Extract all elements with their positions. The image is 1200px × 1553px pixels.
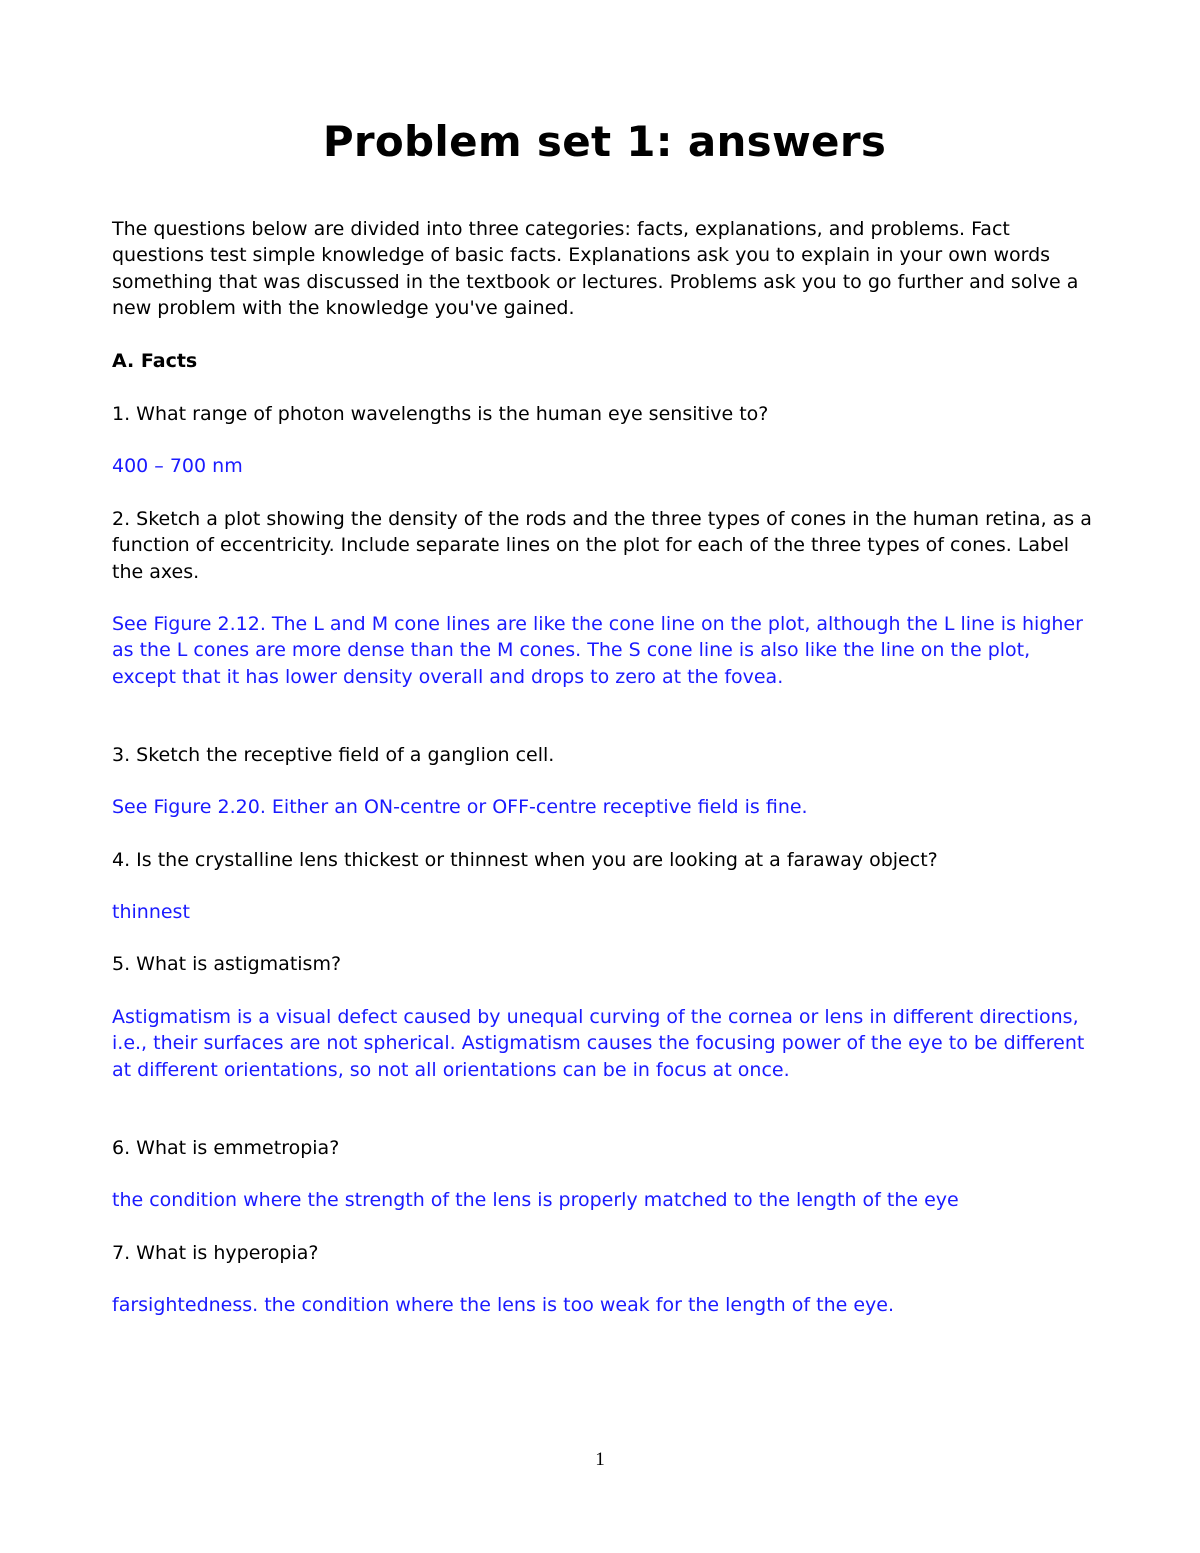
answer-4: thinnest: [112, 901, 190, 923]
page-number: 1: [595, 1449, 605, 1470]
answer-7: farsightedness. the condition where the lens is too weak for the length of the eye.: [112, 1294, 894, 1316]
question-6: 6. What is emmetropia?: [112, 1137, 340, 1159]
intro-paragraph: The questions below are divided into three categories: facts, explanations, and problems. Fact questions test simple knowledge of basic facts. Explanations ask you to explain in your own words something that was discussed in the textbook or lectures. Problems ask you to go further and solve a new problem with the knowledge you've gained.: [112, 218, 1079, 319]
question-7: 7. What is hyperopia?: [112, 1242, 319, 1264]
answer-3: See Figure 2.20. Either an ON-centre or OFF-centre receptive field is fine.: [112, 796, 808, 818]
section-heading: A. Facts: [112, 350, 198, 372]
question-3: 3. Sketch the receptive field of a ganglion cell.: [112, 744, 555, 766]
answer-2: See Figure 2.12. The L and M cone lines are like the cone line on the plot, although the L line is higher as the L cones are more dense than the M cones. The S cone line is also like the line on the plot, except that it has lower density overall and drops to zero at the fovea.: [112, 613, 1083, 688]
question-2: 2. Sketch a plot showing the density of the rods and the three types of cones in the human retina, as a function of eccentricity. Include separate lines on the plot for each of the three types of cones. Label the axes.: [112, 508, 1092, 583]
answer-5: Astigmatism is a visual defect caused by unequal curving of the cornea or lens in different directions, i.e., their surfaces are not spherical. Astigmatism causes the focusing power of the eye to be different at different orientations, so not all orientations can be in focus at once.: [112, 1006, 1085, 1081]
answer-6: the condition where the strength of the lens is properly matched to the length of the eye: [112, 1189, 959, 1211]
question-4: 4. Is the crystalline lens thickest or thinnest when you are looking at a faraway object?: [112, 849, 938, 871]
answer-1: 400 – 700 nm: [112, 455, 243, 477]
question-1: 1. What range of photon wavelengths is the human eye sensitive to?: [112, 403, 769, 425]
question-5: 5. What is astigmatism?: [112, 953, 342, 975]
page-title: Problem set 1: answers: [322, 117, 887, 166]
